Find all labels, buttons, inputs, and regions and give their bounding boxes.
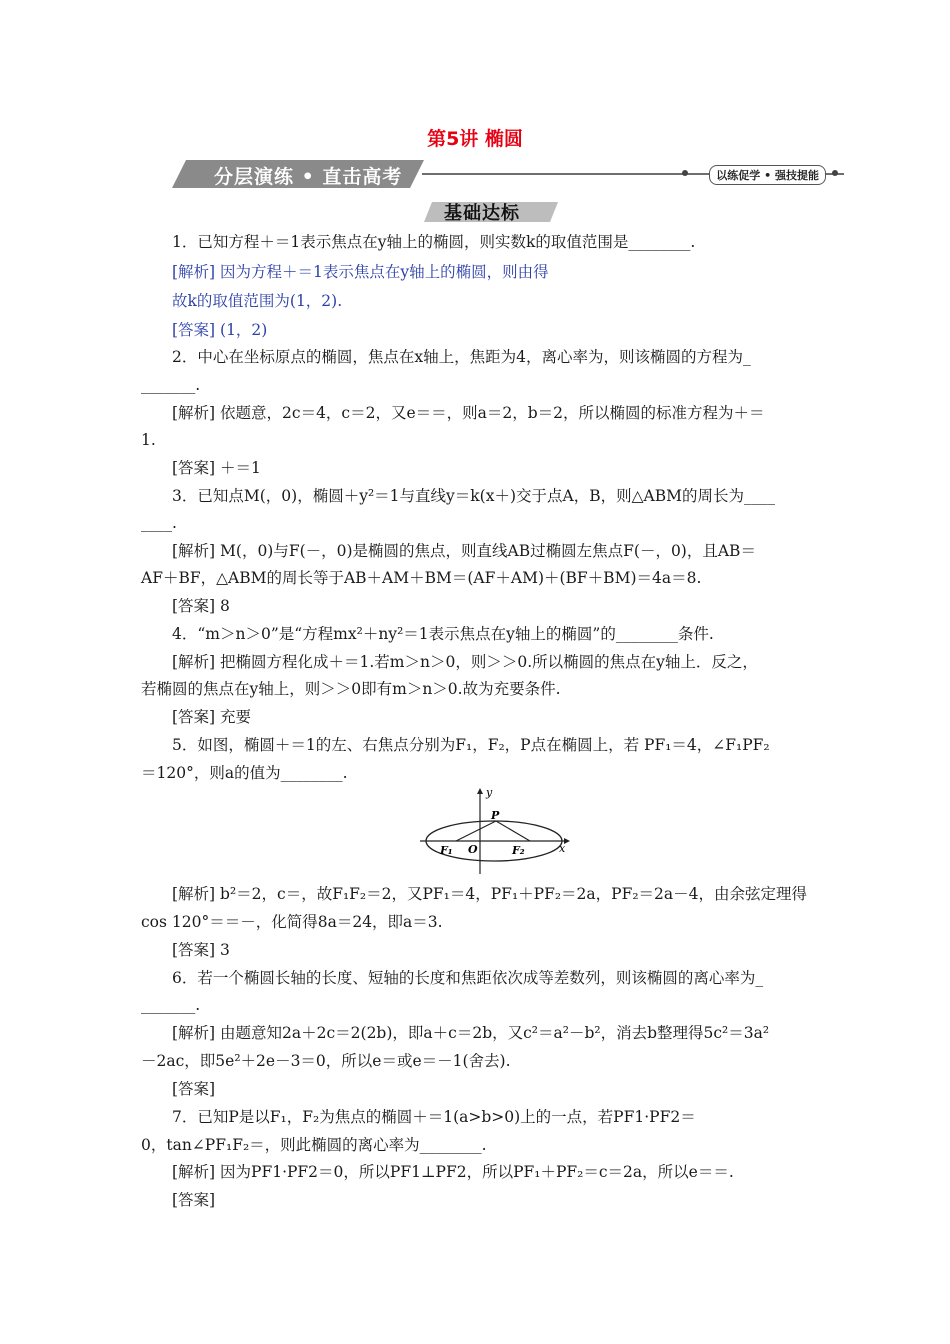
x-label: x [559,842,566,855]
banner-title: 分层演练 • 直击高考 [214,166,403,188]
section-title: 基础达标 [444,203,520,224]
section-banner [172,160,844,188]
text-line: －2ac，即5e²＋2e－3＝0，所以e＝或e＝－1(舍去). [141,1052,511,1070]
text-line: [解析] 由题意知2a＋2c＝2(2b)，即a＋c＝2b，又c²＝a²－b²，消去b整理得5c²＝3a² [172,1024,770,1042]
text-line: [解析] 把椭圆方程化成＋＝1.若m＞n＞0，则＞＞0.所以椭圆的焦点在y轴上．反之， [172,653,758,671]
text-line: [解析] M(，0)与F(－，0)是椭圆的焦点，则直线AB过椭圆左焦点F(－，0)，且AB＝ [172,542,756,560]
text-line: 1．已知方程＋＝1表示焦点在y轴上的椭圆，则实数k的取值范围是________. [172,233,696,251]
bullet-dot-icon [832,170,838,176]
text-line: 5．如图，椭圆＋＝1的左、右焦点分别为F₁，F₂，P点在椭圆上，若 PF₁＝4，∠F₁PF₂ [172,736,770,754]
text-line: [答案] 8 [172,597,230,615]
focus-f2-label: F₂ [512,844,525,857]
origin-label: O [468,843,478,856]
segment-pf1 [456,821,496,841]
text-line: 4．“m＞n＞0”是“方程mx²＋ny²＝1表示焦点在y轴上的椭圆”的________条件. [172,625,714,643]
text-line: [答案] [172,1191,216,1209]
text-line: AF＋BF，△ABM的周长等于AB＋AM＋BM＝(AF＋AM)＋(BF＋BM)＝4a＝8. [141,569,702,587]
text-line: [解析] 依题意，2c＝4，c＝2，又e＝＝，则a＝2，b＝2，所以椭圆的标准方程为＋＝ [172,404,765,422]
text-line: 0，tan∠PF₁F₂＝，则此椭圆的离心率为________. [141,1136,487,1154]
text-line: 6．若一个椭圆长轴的长度、短轴的长度和焦距依次成等差数列，则该椭圆的离心率为_ [172,969,764,987]
text-line: [解析] b²＝2，c＝，故F₁F₂＝2，又PF₁＝4，PF₁＋PF₂＝2a，PF₂＝2a－4，由余弦定理得 [172,885,808,903]
banner-slogan: 以练促学 • 强技提能 [709,165,826,185]
text-line: 2．中心在坐标原点的椭圆，焦点在x轴上，焦距为4，离心率为，则该椭圆的方程为_ [172,348,751,366]
text-line: [答案] 3 [172,941,230,959]
section-badge [418,198,558,224]
text-line: 若椭圆的焦点在y轴上，则＞＞0即有m＞n＞0.故为充要条件. [141,680,561,698]
y-axis-arrow-icon [477,788,483,794]
text-line: [答案] (1，2) [172,321,268,339]
text-line: ____. [141,514,177,532]
y-label: y [486,786,493,799]
text-line: [解析] 因为PF1·PF2＝0，所以PF1⊥PF2，所以PF₁＋PF₂＝c＝2a，所以e＝＝. [172,1163,734,1181]
text-line: 3．已知点M(，0)，椭圆＋y²＝1与直线y＝k(x＋)交于点A，B，则△ABM的周长为____ [172,487,775,505]
bullet-dot-icon [682,170,688,176]
focus-f1-label: F₁ [440,844,453,857]
page-title: 第5讲 椭圆 [427,128,523,150]
text-line: [答案] [172,1080,216,1098]
text-line: [解析] 因为方程＋＝1表示焦点在y轴上的椭圆，则由得 [172,263,549,281]
text-line: [答案] ＋＝1 [172,459,261,477]
text-line: _______. [141,376,201,394]
text-line: 7．已知P是以F₁，F₂为焦点的椭圆＋＝1(a>b>0)上的一点，若PF1·PF2＝ [172,1108,696,1126]
text-line: _______. [141,996,201,1014]
point-p-label: P [491,809,500,822]
text-line: 故k的取值范围为(1，2). [172,292,343,310]
segment-pf2 [496,821,530,841]
text-line: ＝120°，则a的值为________. [141,764,348,782]
text-line: 1. [141,431,156,449]
text-line: [答案] 充要 [172,708,252,726]
ellipse-figure [414,786,574,878]
text-line: cos 120°＝＝－，化简得8a＝24，即a＝3. [141,913,443,931]
